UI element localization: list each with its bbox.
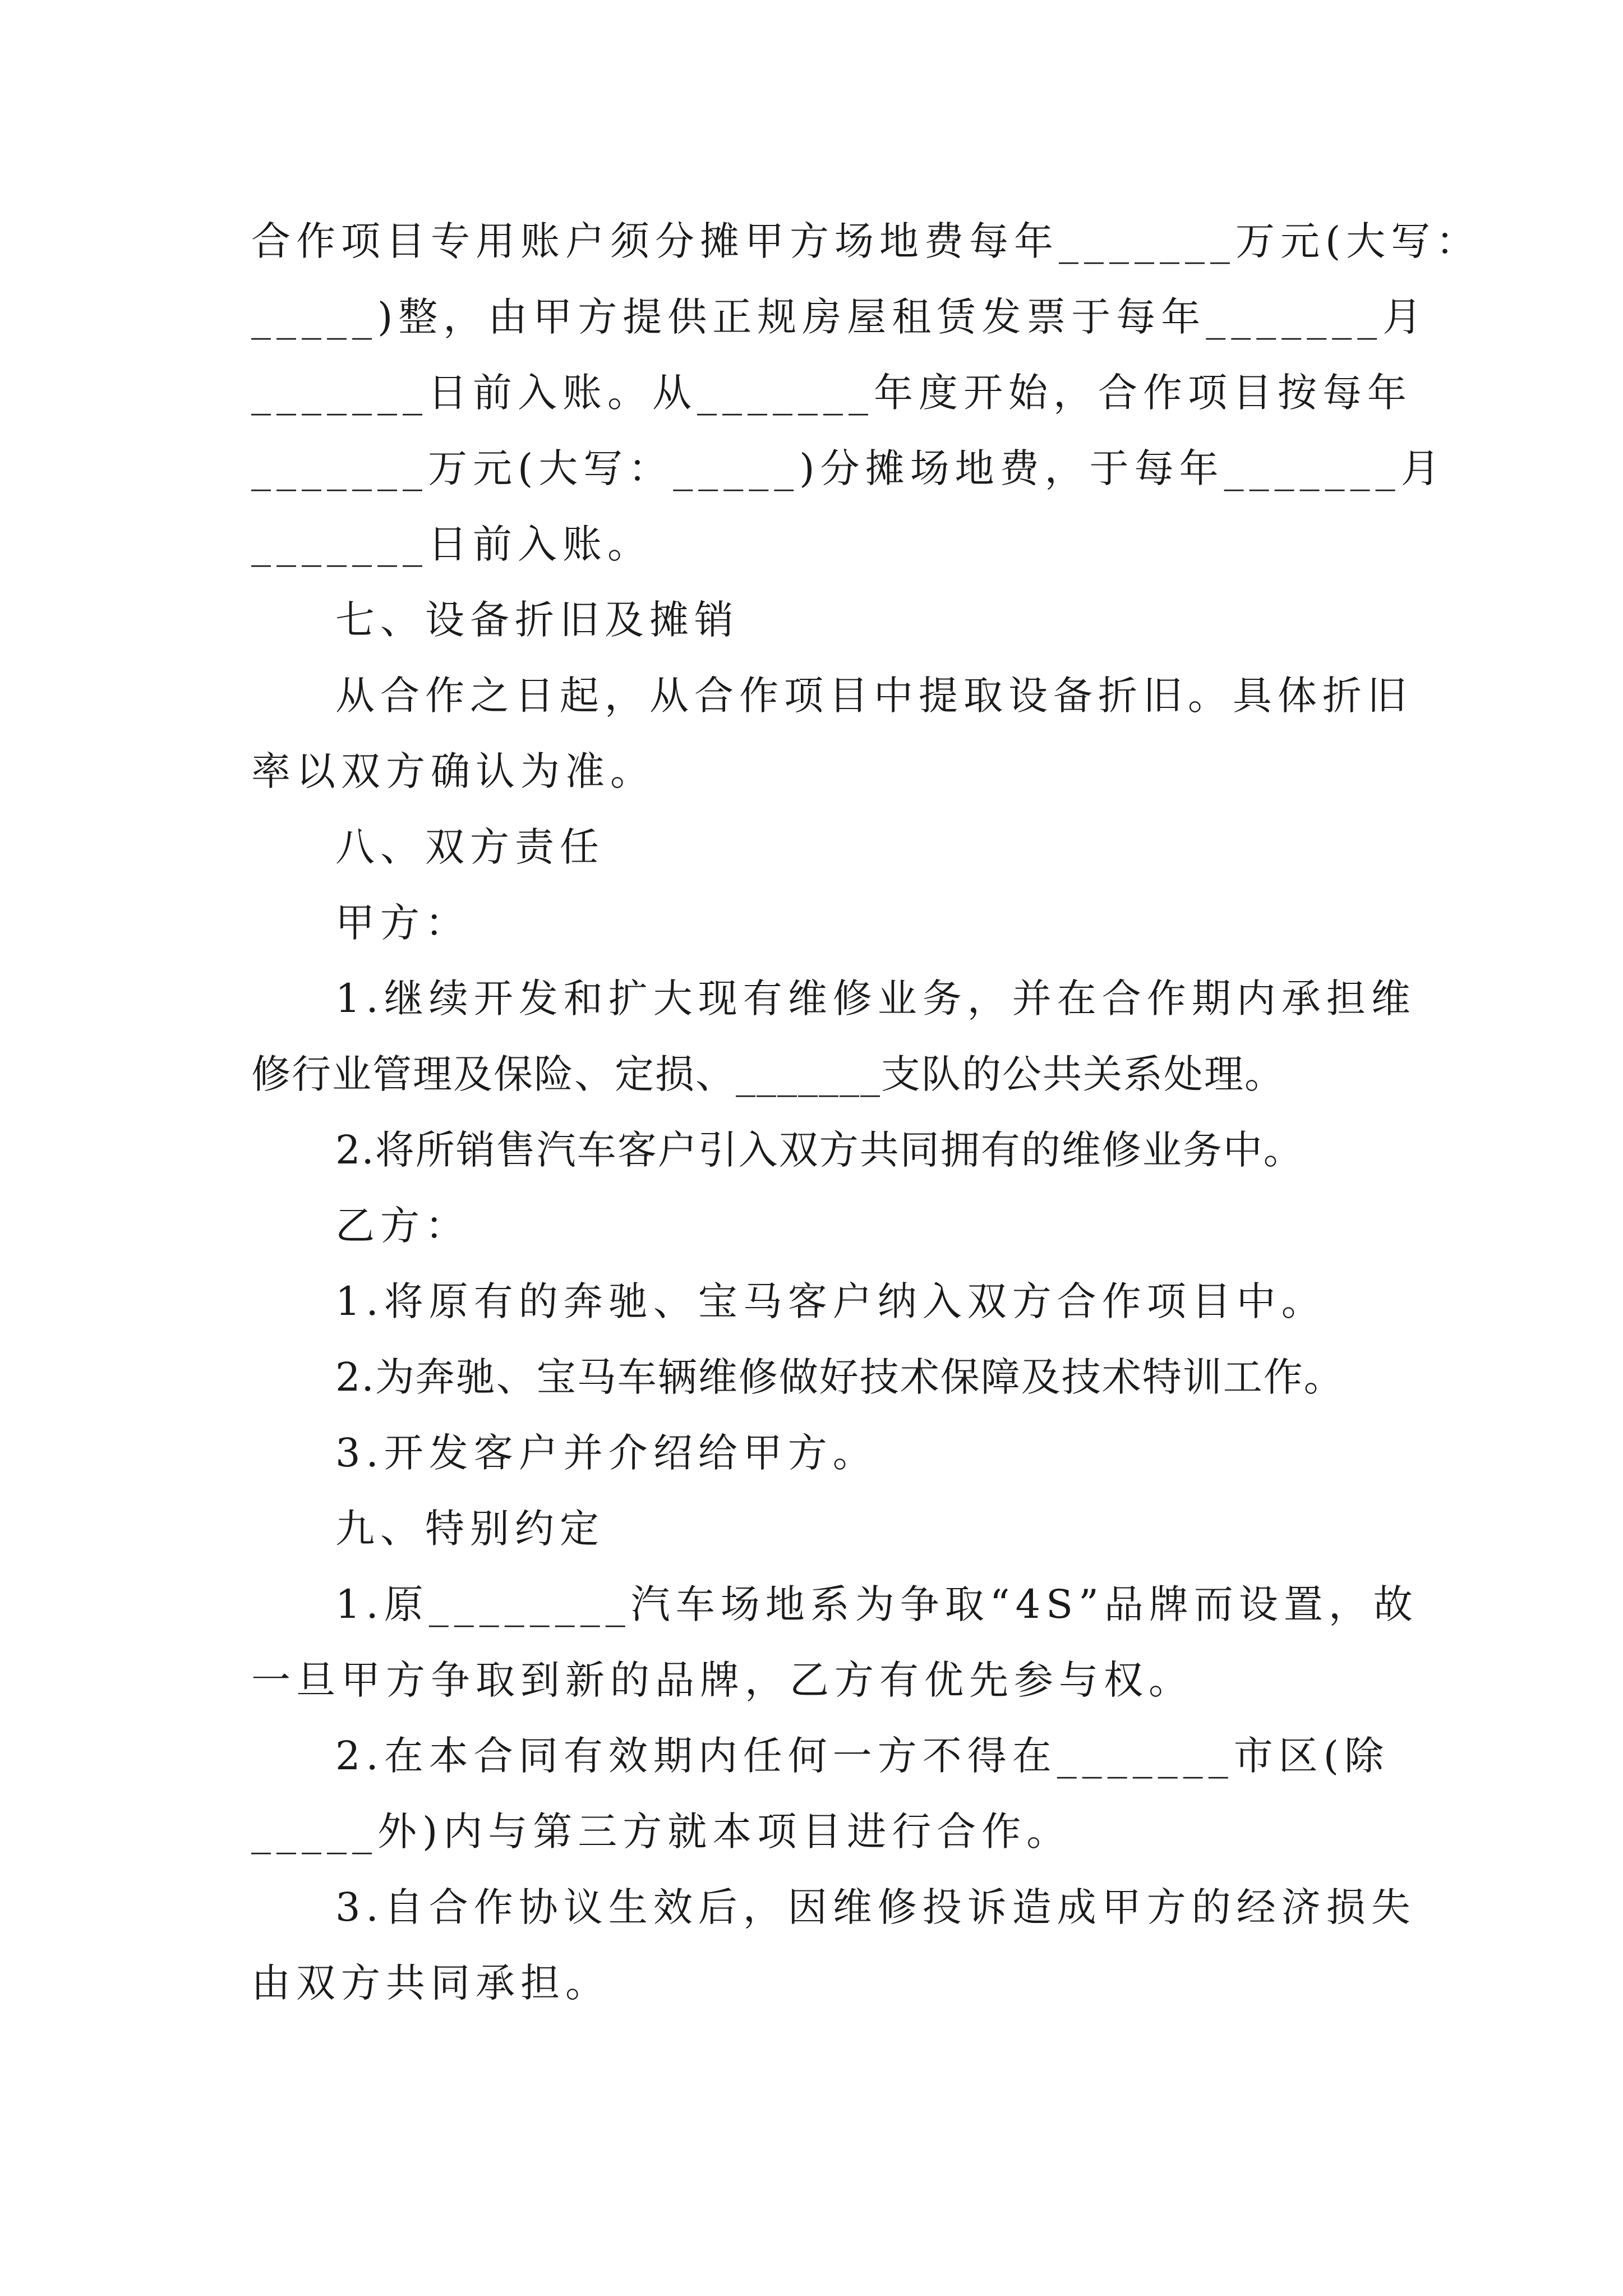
section-heading: 八、双方责任	[335, 824, 605, 870]
text-line: 修行业管理及保险、定损、_______支队的公共关系处理。	[251, 1051, 1285, 1097]
text-line: 从合作之日起，从合作项目中提取设备折旧。具体折旧	[335, 673, 1412, 719]
list-item: 2.在本合同有效期内任何一方不得在_______市区(除	[335, 1733, 1390, 1779]
section-heading: 七、设备折旧及摊销	[335, 597, 739, 643]
list-item: 2.为奔驰、宝马车辆维修做好技术保障及技术特训工作。	[335, 1354, 1344, 1400]
list-item: 3.开发客户并介绍给甲方。	[335, 1430, 878, 1476]
list-item: 1.继续开发和扩大现有维修业务，并在合作期内承担维	[335, 976, 1416, 1022]
list-item: 3.自合作协议生效后，因维修投诉造成甲方的经济损失	[335, 1884, 1416, 1930]
list-item: 1.原________汽车场地系为争取“4S”品牌而设置，故	[335, 1581, 1418, 1627]
section-heading: 九、特别约定	[335, 1506, 605, 1552]
party-heading: 甲方：	[335, 900, 470, 946]
list-item: 2.将所销售汽车客户引入双方共同拥有的维修业务中。	[335, 1127, 1304, 1173]
text-line: _______万元(大写：_____)分摊场地费，于每年_______月	[251, 445, 1446, 491]
text-line: 率以双方确认为准。	[251, 748, 655, 794]
party-heading: 乙方：	[335, 1203, 470, 1249]
text-line: 合作项目专用账户须分摊甲方场地费每年_______万元(大写：	[251, 218, 1481, 264]
text-line: _______日前入账。	[251, 521, 652, 567]
text-line: _______日前入账。从_______年度开始，合作项目按每年	[251, 370, 1412, 416]
text-line: 由双方共同承担。	[251, 1960, 610, 2006]
list-item: 1.将原有的奔驰、宝马客户纳入双方合作项目中。	[335, 1278, 1326, 1324]
text-line: 一旦甲方争取到新的品牌，乙方有优先参与权。	[251, 1657, 1193, 1703]
text-line: _____外)内与第三方就本项目进行合作。	[251, 1809, 1072, 1855]
text-line: _____)整，由甲方提供正规房屋租赁发票于每年_______月	[251, 294, 1428, 340]
